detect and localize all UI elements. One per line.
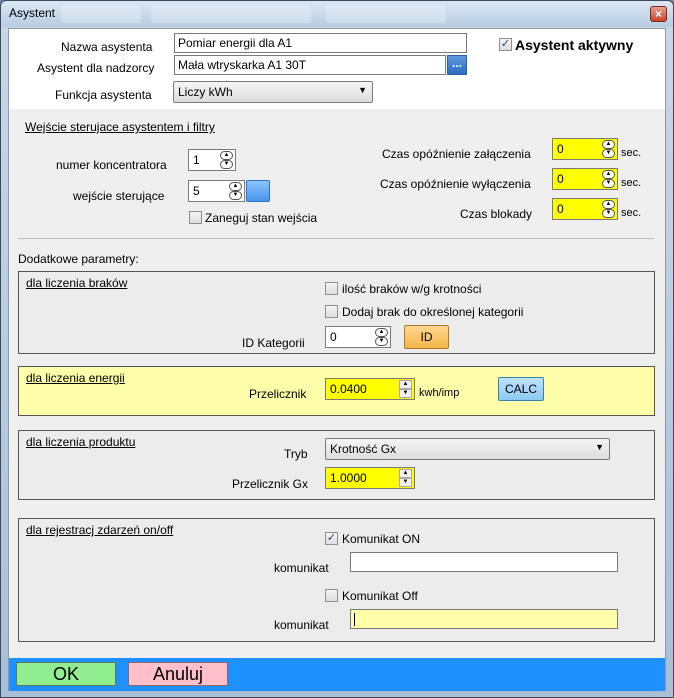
events-group-title: dla rejestracj zdarzeń on/off xyxy=(26,523,174,537)
concentrator-spinner[interactable] xyxy=(188,149,236,171)
block-time-value: 0 xyxy=(557,202,564,216)
defect-category-label: Dodaj brak do określonej kategorii xyxy=(342,305,524,319)
function-select[interactable] xyxy=(173,81,373,103)
category-id-spinner[interactable] xyxy=(325,326,391,348)
assistant-name-label: Nazwa asystenta xyxy=(61,40,153,54)
spin-down-icon[interactable]: ▼ xyxy=(375,337,388,346)
product-mode-select[interactable] xyxy=(325,438,610,460)
message-on-label: Komunikat ON xyxy=(342,532,421,546)
spinner-buttons[interactable] xyxy=(602,140,615,158)
spin-down-icon[interactable]: ▼ xyxy=(602,179,615,188)
title-bar[interactable] xyxy=(1,1,673,27)
spin-up-icon[interactable]: ▲ xyxy=(375,328,388,337)
off-delay-unit: sec. xyxy=(621,177,642,189)
category-id-value: 0 xyxy=(330,330,337,344)
concentrator-label: numer koncentratora xyxy=(56,158,167,172)
close-icon: × xyxy=(654,7,662,21)
spin-down-icon[interactable]: ▼ xyxy=(220,160,233,169)
message-off-label: Komunikat Off xyxy=(342,589,418,603)
button-bar xyxy=(9,658,665,691)
negate-input-checkbox[interactable] xyxy=(189,211,202,224)
background-tab xyxy=(326,5,446,23)
id-button[interactable]: ID xyxy=(404,325,449,349)
on-delay-unit: sec. xyxy=(621,147,642,159)
category-id-label: ID Kategorii xyxy=(242,336,305,350)
energy-group-title: dla liczenia energii xyxy=(26,371,125,385)
supervisor-input[interactable]: Mała wtryskarka A1 30T xyxy=(174,55,446,75)
defect-count-label: ilość braków w/g krotności xyxy=(342,282,482,296)
header-panel xyxy=(9,29,665,109)
extra-params-title: Dodatkowe parametry: xyxy=(18,252,139,266)
close-button[interactable] xyxy=(650,6,667,22)
on-delay-value: 0 xyxy=(557,142,564,156)
defect-count-checkbox[interactable] xyxy=(325,282,338,295)
cancel-button[interactable]: Anuluj xyxy=(128,662,228,686)
supervisor-label: Asystent dla nadzorcy xyxy=(37,61,155,75)
block-time-unit: sec. xyxy=(621,207,642,219)
product-mode-value: Krotność Gx xyxy=(330,442,397,456)
block-time-label: Czas blokady xyxy=(460,207,533,221)
spin-up-icon[interactable]: ▲ xyxy=(602,140,615,149)
on-delay-label: Czas opóźnienie załączenia xyxy=(382,147,531,161)
product-group xyxy=(18,430,655,500)
energy-factor-spinner[interactable] xyxy=(325,378,415,400)
product-factor-spinner[interactable] xyxy=(325,467,415,489)
message-off-checkbox[interactable] xyxy=(325,589,338,602)
product-mode-label: Tryb xyxy=(284,447,308,461)
assistant-active-checkbox[interactable]: ✓ xyxy=(500,38,511,50)
function-select-value: Liczy kWh xyxy=(178,85,233,99)
control-section-title: Wejście sterujace asystentem i filtry xyxy=(25,120,215,134)
chevron-down-icon: ▼ xyxy=(595,442,604,452)
spin-up-icon[interactable]: ▲ xyxy=(399,380,412,389)
browse-supervisor-button[interactable]: ... xyxy=(447,55,467,75)
assistant-name-input[interactable]: Pomiar energii dla A1 xyxy=(174,33,467,53)
text-cursor xyxy=(354,613,355,626)
spin-down-icon[interactable]: ▼ xyxy=(602,209,615,218)
spinner-buttons[interactable] xyxy=(399,469,412,487)
window-title: Asystent xyxy=(9,6,56,20)
energy-group xyxy=(18,366,655,416)
spinner-buttons[interactable] xyxy=(229,182,242,200)
defect-category-checkbox[interactable] xyxy=(325,305,338,318)
on-delay-spinner[interactable] xyxy=(552,138,618,160)
control-input-label: wejście sterujące xyxy=(73,189,165,203)
spin-up-icon[interactable]: ▲ xyxy=(229,182,242,191)
spinner-buttons[interactable] xyxy=(399,380,412,398)
spinner-buttons[interactable] xyxy=(602,200,615,218)
assistant-active-label: Asystent aktywny xyxy=(515,37,634,53)
spin-down-icon[interactable]: ▼ xyxy=(399,389,412,398)
defects-group-title: dla liczenia braków xyxy=(26,276,128,290)
spinner-buttons[interactable] xyxy=(220,151,233,169)
block-time-spinner[interactable] xyxy=(552,198,618,220)
message-on-text-label: komunikat xyxy=(274,561,329,575)
spin-down-icon[interactable]: ▼ xyxy=(602,149,615,158)
spin-down-icon[interactable]: ▼ xyxy=(229,191,242,200)
product-factor-label: Przelicznik Gx xyxy=(232,477,309,491)
spin-down-icon[interactable]: ▼ xyxy=(399,478,412,487)
function-label: Funkcja asystenta xyxy=(55,88,152,102)
message-on-input[interactable] xyxy=(350,552,618,572)
background-tab xyxy=(61,5,141,23)
negate-input-label: Zaneguj stan wejścia xyxy=(205,211,318,225)
product-factor-value: 1.0000 xyxy=(330,471,367,485)
defects-group xyxy=(18,271,655,354)
control-input-spinner[interactable] xyxy=(188,180,245,202)
spinner-buttons[interactable] xyxy=(602,170,615,188)
dialog-client xyxy=(8,28,666,691)
input-color-button[interactable] xyxy=(246,180,270,202)
section-divider xyxy=(18,238,654,239)
chevron-down-icon: ▼ xyxy=(358,85,367,95)
off-delay-spinner[interactable] xyxy=(552,168,618,190)
calc-button[interactable]: CALC xyxy=(498,377,544,401)
concentrator-value: 1 xyxy=(193,153,200,167)
message-on-checkbox[interactable]: ✓ xyxy=(326,532,337,544)
spin-up-icon[interactable]: ▲ xyxy=(602,170,615,179)
product-group-title: dla liczenia produktu xyxy=(26,435,136,449)
energy-factor-value: 0.0400 xyxy=(330,382,367,396)
background-tab xyxy=(151,5,311,23)
energy-factor-label: Przelicznik xyxy=(249,387,307,401)
message-off-input[interactable] xyxy=(350,609,618,629)
spin-up-icon[interactable]: ▲ xyxy=(399,469,412,478)
off-delay-value: 0 xyxy=(557,172,564,186)
spin-up-icon[interactable]: ▲ xyxy=(602,200,615,209)
off-delay-label: Czas opóźnienie wyłączenia xyxy=(380,177,531,191)
events-group xyxy=(18,518,655,642)
control-input-value: 5 xyxy=(193,184,200,198)
spin-up-icon[interactable]: ▲ xyxy=(220,151,233,160)
energy-unit: kwh/imp xyxy=(419,387,460,399)
ok-button[interactable]: OK xyxy=(16,662,116,686)
message-off-text-label: komunikat xyxy=(274,618,329,632)
spinner-buttons[interactable] xyxy=(375,328,388,346)
